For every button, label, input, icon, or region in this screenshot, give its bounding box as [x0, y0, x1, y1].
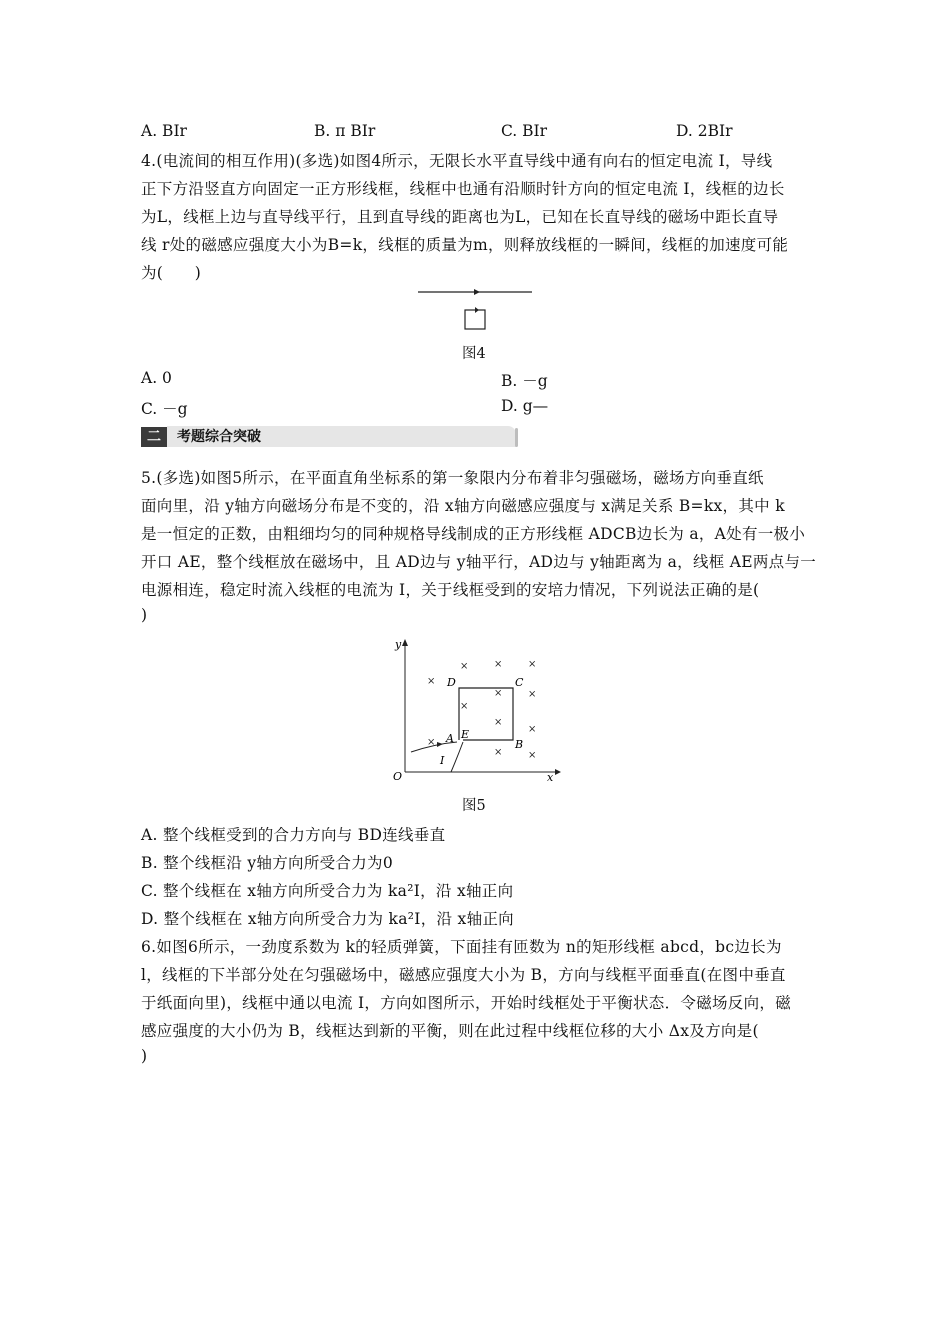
label-d: D [447, 676, 456, 689]
figure-4-diagram [410, 284, 540, 334]
q5-option-c: C. 整个线框在 x轴方向所受合力为 ka²I，沿 x轴正向 [141, 882, 514, 900]
q5-option-b: B. 整个线框沿 y轴方向所受合力为0 [141, 854, 393, 872]
section-banner [141, 426, 518, 448]
figure-5-caption: 图5 [462, 798, 486, 814]
q4-stem-line-4: 线 r处的磁感应强度大小为B=k，线框的质量为m，则释放线框的一瞬间，线框的加速度可能 [141, 236, 789, 254]
q4-option-b: B. －g [501, 372, 548, 390]
q4-stem-line-5: 为( ) [141, 264, 202, 282]
figure-4-caption: 图4 [462, 346, 486, 362]
q6-stem-line-3: 于纸面向里)，线框中通以电流 I，方向如图所示，开始时线框处于平衡状态．令磁场反向，磁 [141, 994, 791, 1012]
field-mark: × [494, 717, 503, 728]
field-mark: × [460, 701, 469, 712]
field-mark: × [427, 676, 436, 687]
q6-stem-line-5: ) [141, 1047, 148, 1065]
field-mark: × [528, 689, 537, 700]
q4-stem-line-3: 为L，线框上边与直导线平行，且到直导线的距离也为L，已知在长直导线的磁场中距长直导 [141, 208, 779, 226]
q5-stem-line-5: 电源相连，稳定时流入线框的电流为 I，关于线框受到的安培力情况，下列说法正确的是( [141, 581, 760, 599]
loop-current-arrow [475, 307, 479, 313]
y-axis-label: y [395, 638, 402, 651]
section-title: 考题综合突破 [177, 429, 261, 445]
q5-stem-line-4: 开口 AE，整个线框放在磁场中，且 AD边与 y轴平行，AD边与 y轴距离为 a，线框 AE两点与一 [141, 553, 817, 571]
q3-option-d: D. 2BIr [676, 122, 733, 140]
label-b: B [515, 738, 524, 751]
label-e: E [461, 728, 470, 741]
field-mark: × [528, 724, 537, 735]
field-mark: × [427, 737, 436, 748]
q4-option-d: D. g— [501, 397, 549, 415]
q5-stem-line-3: 是一恒定的正数，由粗细均匀的同种规格导线制成的正方形线框 ADCB边长为 a，A处有一极小 [141, 525, 806, 543]
field-mark: × [528, 659, 537, 670]
q4-option-c: C. －g [141, 400, 188, 418]
q5-stem-line-1: 5.(多选)如图5所示，在平面直角坐标系的第一象限内分布着非匀强磁场，磁场方向垂直纸 [141, 469, 764, 487]
x-axis-label: x [547, 771, 554, 784]
field-mark: × [494, 747, 503, 758]
q5-option-a: A. 整个线框受到的合力方向与 BD连线垂直 [141, 826, 446, 844]
q6-stem-line-1: 6.如图6所示，一劲度系数为 k的轻质弹簧，下面挂有匝数为 n的矩形线框 abcd，bc边长为 [141, 938, 782, 956]
q5-option-d: D. 整个线框在 x轴方向所受合力为 ka²I，沿 x轴正向 [141, 910, 514, 928]
field-mark: × [528, 750, 537, 761]
q4-stem-line-1: 4.(电流间的相互作用)(多选)如图4所示，无限长水平直导线中通有向右的恒定电流 I，导线 [141, 152, 773, 170]
lead-wire-out [451, 742, 463, 772]
wire-current-arrow [474, 289, 480, 295]
field-mark: × [494, 659, 503, 670]
label-c: C [515, 676, 524, 689]
label-a: A [446, 732, 454, 745]
q3-option-a: A. BIr [141, 122, 187, 140]
q4-option-a: A. 0 [141, 369, 172, 387]
q6-stem-line-4: 感应强度的大小仍为 B，线框达到新的平衡，则在此过程中线框位移的大小 Δx及方向是( [141, 1022, 759, 1040]
origin-label: O [393, 770, 403, 783]
q3-option-b: B. π BIr [314, 122, 376, 140]
q4-stem-line-2: 正下方沿竖直方向固定一正方形线框，线框中也通有沿顺时针方向的恒定电流 I，线框的边长 [141, 180, 785, 198]
q5-stem-line-6: ) [141, 606, 148, 624]
field-mark: × [494, 688, 503, 699]
section-banner-edge [515, 428, 518, 447]
q3-option-c: C. BIr [501, 122, 548, 140]
label-current: I [440, 754, 445, 767]
x-axis-arrow [555, 769, 561, 775]
q5-stem-line-2: 面向里，沿 y轴方向磁场分布是不变的，沿 x轴方向磁感应强度与 x满足关系 B=kx，其中 k [141, 497, 785, 515]
field-mark: × [460, 661, 469, 672]
y-axis-arrow [402, 639, 408, 646]
figure-5-diagram [385, 634, 565, 784]
section-number: 二 [141, 427, 167, 447]
q6-stem-line-2: l，线框的下半部分处在匀强磁场中，磁感应强度大小为 B，方向与线框平面垂直(在图中垂直 [141, 966, 786, 984]
